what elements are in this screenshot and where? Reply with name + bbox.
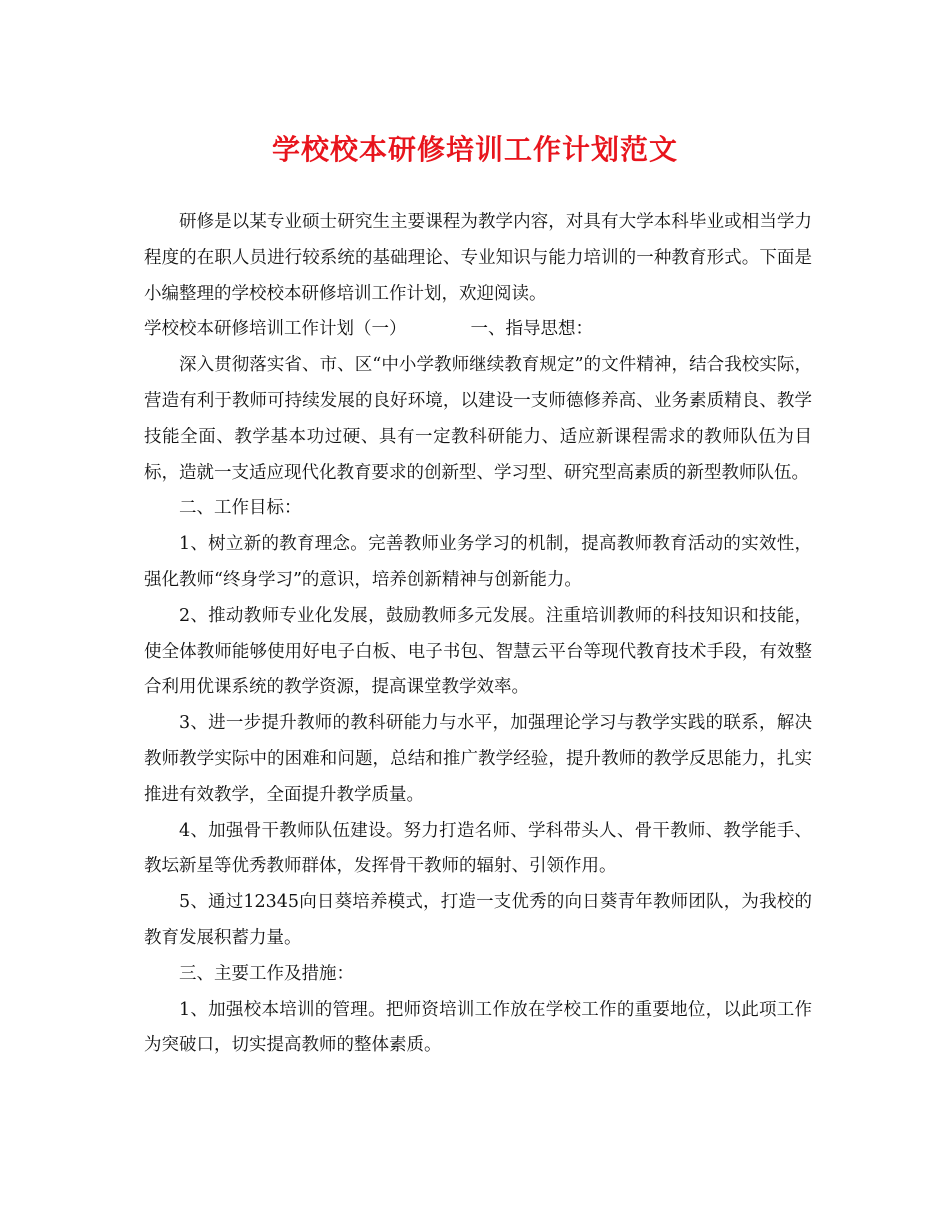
plan-heading: 学校校本研修培训工作计划（一）: [144, 319, 407, 340]
intro-paragraph: 研修是以某专业硕士研究生主要课程为教学内容，对具有大学本科毕业或相当学力程度的在职人员进行较系统的基础理论、专业知识与能力培训的一种教育形式。下面是小编整理的学校校本研修培训工作计划，欢迎阅读。: [144, 212, 812, 304]
goal-item: 5、通过12345向日葵培养模式，打造一支优秀的向日葵青年教师团队，为我校的教育发展积蓄力量。: [144, 892, 812, 948]
plan-heading-line: [144, 312, 812, 348]
goal-item: 2、推动教师专业化发展，鼓励教师多元发展。注重培训教师的科技知识和技能，使全体教师能够使用好电子白板、电子书包、智慧云平台等现代教育技术手段，有效整合利用优课系统的教学资源，提高课堂教学效率。: [144, 605, 812, 698]
section1-paragraph: 深入贯彻落实省、市、区“中小学教师继续教育规定”的文件精神，结合我校实际，营造有利于教师可持续发展的良好环境，以建设一支师德修养高、业务素质精良、教学技能全面、教学基本功过硬、具有一定教科研能力、适应新课程需求的教师队伍为目标，造就一支适应现代化教育要求的创新型、学习型、研究型高素质的新型教师队伍。: [144, 355, 812, 483]
measure-item: 1、加强校本培训的管理。把师资培训工作放在学校工作的重要地位，以此项工作为突破口，切实提高教师的整体素质。: [144, 999, 812, 1056]
document-body: [144, 205, 812, 1064]
section3-heading: 三、主要工作及措施：: [179, 963, 354, 984]
section2-heading: 二、工作目标：: [179, 498, 302, 519]
goal-item: 1、树立新的教育理念。完善教师业务学习的机制，提高教师教育活动的实效性，强化教师“终身学习”的意识，培养创新精神与创新能力。: [144, 534, 812, 590]
goal-item: 3、进一步提升教师的教科研能力与水平，加强理论学习与教学实践的联系，解决教师教学实际中的困难和问题，总结和推广教学经验，提升教师的教学反思能力，扎实推进有效教学，全面提升教学质量。: [144, 713, 812, 805]
goal-item: 4、加强骨干教师队伍建设。努力打造名师、学科带头人、骨干教师、教学能手、教坛新星等优秀教师群体，发挥骨干教师的辐射、引领作用。: [144, 820, 812, 877]
section1-heading: 一、指导思想：: [470, 319, 593, 340]
document-title: 学校校本研修培训工作计划范文: [271, 133, 678, 166]
